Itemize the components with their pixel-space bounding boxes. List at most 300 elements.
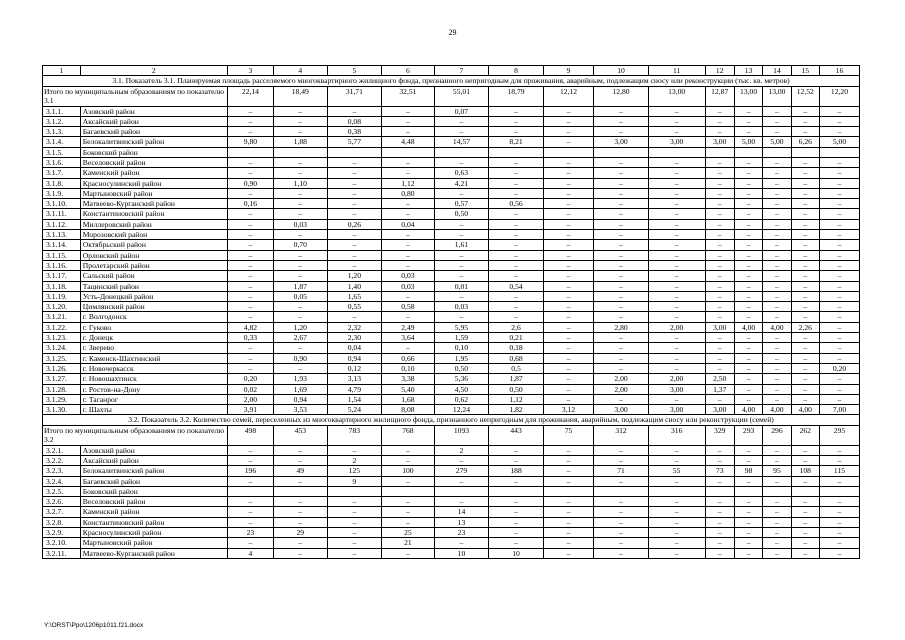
- table-row: [43, 374, 860, 384]
- cell-value: –: [434, 188, 489, 198]
- cell-value: –: [543, 538, 593, 548]
- cell-value: –: [382, 157, 435, 167]
- cell-value: –: [734, 250, 762, 260]
- cell-value: –: [705, 281, 734, 291]
- cell-value: –: [705, 188, 734, 198]
- cell-value: –: [734, 260, 762, 270]
- cell-value: 188: [489, 466, 544, 476]
- row-number: 3.1.16.: [43, 260, 81, 270]
- cell-value: 1,10: [274, 178, 328, 188]
- cell-value: –: [791, 517, 819, 527]
- cell-value: 0,20: [819, 363, 859, 373]
- row-number: 3.1.21.: [43, 312, 81, 322]
- municipality-name: Цимлянский район: [80, 302, 227, 312]
- table-row: [43, 137, 860, 147]
- cell-value: –: [543, 281, 593, 291]
- municipality-name: Каменский район: [80, 168, 227, 178]
- cell-value: 3,00: [705, 405, 734, 415]
- cell-value: –: [791, 507, 819, 517]
- cell-value: –: [648, 281, 705, 291]
- cell-value: –: [763, 353, 791, 363]
- cell-value: 1,61: [434, 240, 489, 250]
- cell-value: –: [763, 476, 791, 486]
- cell-value: –: [648, 302, 705, 312]
- cell-value: –: [327, 250, 382, 260]
- column-number: 10: [594, 66, 649, 76]
- total-value: 312: [594, 425, 649, 445]
- cell-value: 0,50: [434, 363, 489, 373]
- cell-value: 0,94: [274, 394, 328, 404]
- cell-value: –: [763, 517, 791, 527]
- cell-value: –: [791, 312, 819, 322]
- cell-value: –: [705, 343, 734, 353]
- cell-value: 10: [489, 548, 544, 558]
- cell-value: 6,26: [791, 137, 819, 147]
- cell-value: –: [705, 250, 734, 260]
- cell-value: –: [791, 456, 819, 466]
- column-number: 14: [763, 66, 791, 76]
- cell-value: –: [763, 507, 791, 517]
- cell-value: 3,53: [274, 405, 328, 415]
- cell-value: –: [705, 260, 734, 270]
- cell-value: –: [763, 127, 791, 137]
- row-number: 3.1.6.: [43, 157, 81, 167]
- total-value: 13,00: [648, 86, 705, 106]
- table-row: [43, 517, 860, 527]
- cell-value: –: [594, 507, 649, 517]
- cell-value: 23: [434, 528, 489, 538]
- cell-value: –: [327, 178, 382, 188]
- cell-value: 5,40: [382, 384, 435, 394]
- cell-value: –: [734, 168, 762, 178]
- municipality-name: г. Ростов-на-Дону: [80, 384, 227, 394]
- cell-value: –: [819, 497, 859, 507]
- cell-value: –: [648, 230, 705, 240]
- cell-value: –: [763, 374, 791, 384]
- row-number: 3.2.10.: [43, 538, 81, 548]
- total-value: 768: [382, 425, 435, 445]
- cell-value: –: [382, 116, 435, 126]
- cell-value: 5,00: [819, 137, 859, 147]
- cell-value: –: [648, 343, 705, 353]
- cell-value: –: [791, 240, 819, 250]
- cell-value: –: [382, 168, 435, 178]
- total-value: 18,49: [274, 86, 328, 106]
- cell-value: –: [705, 157, 734, 167]
- column-numbers-row: [43, 66, 860, 76]
- cell-value: –: [819, 116, 859, 126]
- section-title: 3.1. Показатель 3.1. Планируемая площадь расселяемого многоквартирного жилищного фонда, признанного непригодным для проживания, аварийным, подлежащим сносу или реконструкции (тыс. кв. метров): [43, 76, 860, 86]
- cell-value: –: [819, 538, 859, 548]
- cell-value: –: [594, 209, 649, 219]
- cell-value: –: [763, 548, 791, 558]
- municipality-name: Азовский район: [80, 445, 227, 455]
- cell-value: –: [434, 260, 489, 270]
- cell-value: 3,38: [382, 374, 435, 384]
- cell-value: 2: [434, 445, 489, 455]
- municipality-name: г. Волгодонск: [80, 312, 227, 322]
- cell-value: 2,30: [327, 333, 382, 343]
- cell-value: –: [705, 291, 734, 301]
- cell-value: [734, 147, 762, 157]
- section-total-row: [43, 425, 860, 445]
- cell-value: –: [734, 343, 762, 353]
- cell-value: –: [648, 271, 705, 281]
- cell-value: –: [594, 363, 649, 373]
- cell-value: 2,26: [791, 322, 819, 332]
- cell-value: 0,55: [327, 302, 382, 312]
- cell-value: 1,82: [489, 405, 544, 415]
- total-value: 296: [763, 425, 791, 445]
- cell-value: 2,00: [648, 374, 705, 384]
- column-number: 6: [382, 66, 435, 76]
- cell-value: [791, 486, 819, 496]
- row-number: 3.1.11.: [43, 209, 81, 219]
- cell-value: –: [705, 528, 734, 538]
- cell-value: –: [791, 528, 819, 538]
- cell-value: 279: [434, 466, 489, 476]
- cell-value: –: [489, 507, 544, 517]
- cell-value: –: [543, 384, 593, 394]
- cell-value: 2: [327, 456, 382, 466]
- cell-value: 23: [227, 528, 273, 538]
- cell-value: –: [227, 219, 273, 229]
- cell-value: –: [763, 219, 791, 229]
- cell-value: –: [648, 188, 705, 198]
- cell-value: –: [594, 312, 649, 322]
- cell-value: –: [489, 260, 544, 270]
- cell-value: 0,50: [489, 384, 544, 394]
- cell-value: –: [543, 322, 593, 332]
- cell-value: –: [327, 548, 382, 558]
- cell-value: 1,88: [274, 137, 328, 147]
- cell-value: –: [734, 106, 762, 116]
- row-number: 3.1.27.: [43, 374, 81, 384]
- cell-value: 1,40: [327, 281, 382, 291]
- cell-value: –: [734, 271, 762, 281]
- cell-value: –: [543, 106, 593, 116]
- cell-value: 5,00: [763, 137, 791, 147]
- cell-value: 2,00: [227, 394, 273, 404]
- row-number: 3.2.6.: [43, 497, 81, 507]
- table-row: [43, 157, 860, 167]
- cell-value: [274, 486, 328, 496]
- cell-value: –: [819, 384, 859, 394]
- cell-value: –: [489, 302, 544, 312]
- cell-value: –: [594, 528, 649, 538]
- cell-value: –: [705, 230, 734, 240]
- cell-value: –: [543, 302, 593, 312]
- cell-value: –: [648, 168, 705, 178]
- cell-value: –: [434, 230, 489, 240]
- cell-value: 5,36: [434, 374, 489, 384]
- municipality-name: г. Таганрог: [80, 394, 227, 404]
- cell-value: –: [274, 106, 328, 116]
- cell-value: –: [594, 168, 649, 178]
- table-row: [43, 291, 860, 301]
- row-number: 3.1.23.: [43, 333, 81, 343]
- municipality-name: Морозовский район: [80, 230, 227, 240]
- cell-value: –: [791, 548, 819, 558]
- cell-value: –: [489, 188, 544, 198]
- cell-value: 95: [763, 466, 791, 476]
- cell-value: –: [434, 312, 489, 322]
- cell-value: –: [594, 497, 649, 507]
- cell-value: –: [543, 137, 593, 147]
- cell-value: 4,00: [763, 405, 791, 415]
- cell-value: –: [434, 157, 489, 167]
- cell-value: –: [763, 230, 791, 240]
- cell-value: –: [705, 476, 734, 486]
- cell-value: 1,65: [327, 291, 382, 301]
- cell-value: –: [734, 384, 762, 394]
- cell-value: –: [819, 302, 859, 312]
- cell-value: –: [734, 507, 762, 517]
- cell-value: 1,12: [489, 394, 544, 404]
- cell-value: –: [543, 374, 593, 384]
- row-number: 3.1.29.: [43, 394, 81, 404]
- cell-value: –: [819, 271, 859, 281]
- cell-value: –: [594, 116, 649, 126]
- program-indicators-table: [42, 65, 860, 559]
- cell-value: –: [274, 517, 328, 527]
- cell-value: –: [763, 384, 791, 394]
- table-row: [43, 384, 860, 394]
- row-number: 3.1.24.: [43, 343, 81, 353]
- cell-value: 1,12: [382, 178, 435, 188]
- cell-value: –: [705, 353, 734, 363]
- cell-value: –: [648, 456, 705, 466]
- cell-value: –: [763, 188, 791, 198]
- total-label: Итого по муниципальным образованиям по показателю 3.2: [43, 425, 228, 445]
- cell-value: –: [648, 507, 705, 517]
- table-row: [43, 528, 860, 538]
- cell-value: [327, 486, 382, 496]
- cell-value: –: [594, 548, 649, 558]
- cell-value: 5,00: [734, 137, 762, 147]
- cell-value: –: [819, 260, 859, 270]
- column-number: 12: [705, 66, 734, 76]
- cell-value: 0,58: [382, 302, 435, 312]
- cell-value: –: [327, 497, 382, 507]
- cell-value: –: [543, 363, 593, 373]
- cell-value: –: [791, 250, 819, 260]
- cell-value: 115: [819, 466, 859, 476]
- cell-value: –: [594, 291, 649, 301]
- cell-value: 3,00: [648, 405, 705, 415]
- cell-value: –: [791, 260, 819, 270]
- cell-value: [434, 486, 489, 496]
- table-row: [43, 322, 860, 332]
- table-row: [43, 116, 860, 126]
- cell-value: –: [734, 116, 762, 126]
- cell-value: 0,80: [382, 188, 435, 198]
- cell-value: 0,50: [434, 209, 489, 219]
- cell-value: –: [227, 291, 273, 301]
- cell-value: –: [819, 322, 859, 332]
- table-row: [43, 548, 860, 558]
- cell-value: –: [705, 106, 734, 116]
- cell-value: 0,02: [227, 384, 273, 394]
- cell-value: 8,08: [382, 405, 435, 415]
- cell-value: –: [734, 497, 762, 507]
- municipality-name: г. Зверево: [80, 343, 227, 353]
- cell-value: 8,21: [489, 137, 544, 147]
- column-number: 7: [434, 66, 489, 76]
- cell-value: –: [819, 476, 859, 486]
- table-row: [43, 476, 860, 486]
- column-number: 5: [327, 66, 382, 76]
- cell-value: –: [227, 250, 273, 260]
- cell-value: –: [227, 240, 273, 250]
- cell-value: –: [227, 538, 273, 548]
- cell-value: –: [382, 476, 435, 486]
- cell-value: –: [791, 168, 819, 178]
- cell-value: 2,00: [648, 322, 705, 332]
- cell-value: –: [819, 456, 859, 466]
- cell-value: –: [763, 281, 791, 291]
- column-number: 16: [819, 66, 859, 76]
- cell-value: –: [274, 363, 328, 373]
- cell-value: 0,10: [382, 363, 435, 373]
- cell-value: 0,94: [327, 353, 382, 363]
- cell-value: 1,87: [274, 281, 328, 291]
- row-number: 3.2.4.: [43, 476, 81, 486]
- cell-value: –: [489, 528, 544, 538]
- cell-value: –: [648, 219, 705, 229]
- cell-value: –: [705, 456, 734, 466]
- cell-value: –: [791, 291, 819, 301]
- cell-value: –: [489, 106, 544, 116]
- cell-value: –: [274, 548, 328, 558]
- cell-value: –: [791, 353, 819, 363]
- table-row: [43, 394, 860, 404]
- cell-value: –: [763, 260, 791, 270]
- cell-value: –: [489, 517, 544, 527]
- cell-value: 13: [434, 517, 489, 527]
- cell-value: [489, 486, 544, 496]
- total-value: 12,12: [543, 86, 593, 106]
- table-row: [43, 507, 860, 517]
- cell-value: –: [819, 106, 859, 116]
- cell-value: –: [227, 209, 273, 219]
- cell-value: –: [382, 199, 435, 209]
- cell-value: –: [791, 271, 819, 281]
- cell-value: 4,82: [227, 322, 273, 332]
- cell-value: –: [791, 374, 819, 384]
- cell-value: –: [791, 157, 819, 167]
- cell-value: [705, 147, 734, 157]
- cell-value: –: [274, 476, 328, 486]
- cell-value: –: [648, 333, 705, 343]
- cell-value: –: [594, 188, 649, 198]
- cell-value: –: [543, 230, 593, 240]
- cell-value: 71: [594, 466, 649, 476]
- cell-value: –: [594, 219, 649, 229]
- table-row: [43, 456, 860, 466]
- cell-value: –: [734, 302, 762, 312]
- cell-value: –: [763, 199, 791, 209]
- cell-value: 0,08: [327, 116, 382, 126]
- cell-value: [382, 147, 435, 157]
- cell-value: –: [594, 538, 649, 548]
- cell-value: –: [382, 343, 435, 353]
- cell-value: –: [434, 497, 489, 507]
- cell-value: –: [327, 157, 382, 167]
- cell-value: [648, 147, 705, 157]
- total-value: 295: [819, 425, 859, 445]
- cell-value: –: [227, 497, 273, 507]
- cell-value: 2,49: [382, 322, 435, 332]
- cell-value: –: [791, 476, 819, 486]
- row-number: 3.2.11.: [43, 548, 81, 558]
- table-row: [43, 445, 860, 455]
- cell-value: –: [327, 528, 382, 538]
- cell-value: 3,12: [543, 405, 593, 415]
- table-row: [43, 230, 860, 240]
- total-value: 12,20: [819, 86, 859, 106]
- cell-value: –: [594, 240, 649, 250]
- cell-value: –: [791, 230, 819, 240]
- table-row: [43, 312, 860, 322]
- cell-value: –: [543, 528, 593, 538]
- cell-value: –: [434, 538, 489, 548]
- cell-value: –: [327, 445, 382, 455]
- cell-value: –: [791, 445, 819, 455]
- total-value: 498: [227, 425, 273, 445]
- cell-value: –: [734, 281, 762, 291]
- cell-value: –: [274, 302, 328, 312]
- cell-value: –: [327, 312, 382, 322]
- total-value: 329: [705, 425, 734, 445]
- row-number: 3.2.2.: [43, 456, 81, 466]
- cell-value: –: [543, 178, 593, 188]
- cell-value: 14,57: [434, 137, 489, 147]
- cell-value: –: [734, 230, 762, 240]
- cell-value: –: [734, 538, 762, 548]
- column-number: 1: [43, 66, 81, 76]
- municipality-name: Усть-Донецкий район: [80, 291, 227, 301]
- cell-value: 1,54: [327, 394, 382, 404]
- total-value: 12,52: [791, 86, 819, 106]
- cell-value: –: [434, 127, 489, 137]
- row-number: 3.2.8.: [43, 517, 81, 527]
- cell-value: [489, 147, 544, 157]
- cell-value: 3,00: [648, 384, 705, 394]
- cell-value: –: [274, 445, 328, 455]
- cell-value: 0,63: [434, 168, 489, 178]
- cell-value: –: [382, 230, 435, 240]
- cell-value: –: [734, 312, 762, 322]
- cell-value: 3,13: [327, 374, 382, 384]
- cell-value: 98: [734, 466, 762, 476]
- cell-value: –: [648, 178, 705, 188]
- total-value: 75: [543, 425, 593, 445]
- cell-value: [648, 486, 705, 496]
- cell-value: –: [819, 548, 859, 558]
- row-number: 3.2.7.: [43, 507, 81, 517]
- total-value: 453: [274, 425, 328, 445]
- cell-value: 100: [382, 466, 435, 476]
- cell-value: –: [763, 178, 791, 188]
- cell-value: –: [489, 538, 544, 548]
- cell-value: –: [819, 528, 859, 538]
- cell-value: –: [543, 497, 593, 507]
- cell-value: 0,5: [489, 363, 544, 373]
- cell-value: 0,04: [382, 219, 435, 229]
- municipality-name: г. Каменск-Шахтинский: [80, 353, 227, 363]
- cell-value: –: [734, 548, 762, 558]
